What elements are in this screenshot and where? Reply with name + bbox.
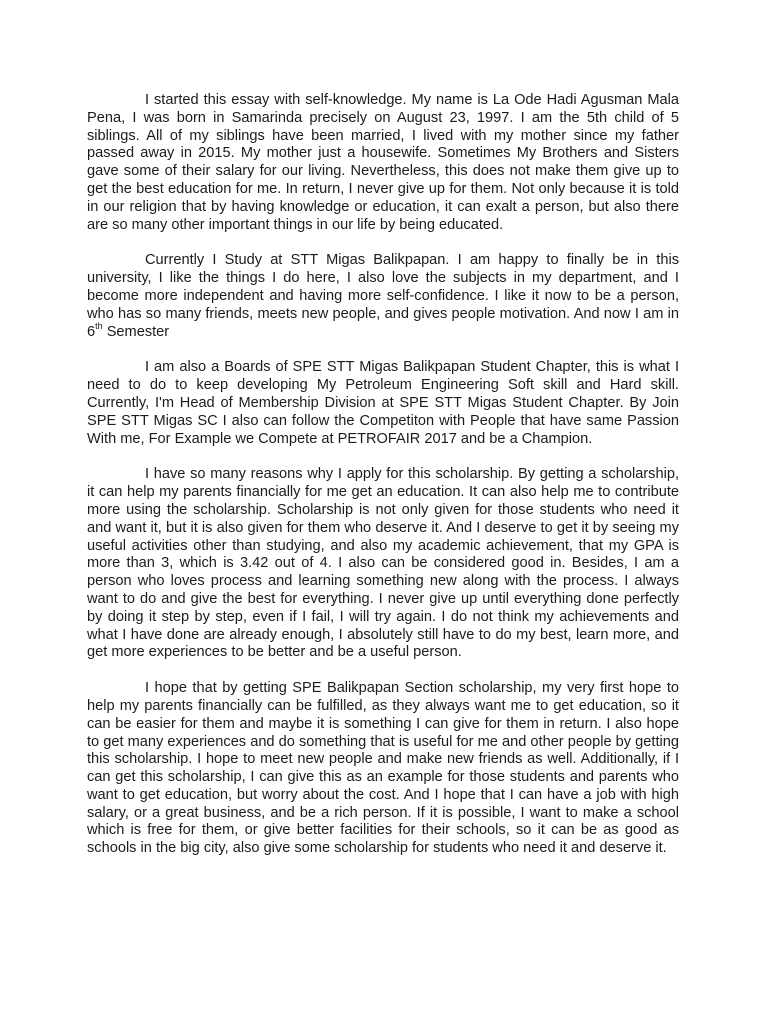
paragraph-student-chapter: I am also a Boards of SPE STT Migas Balikpapan Student Chapter, this is what I need to do to keep developing My Petroleum Engineering Soft skill and Hard skill. Currently, I'm Head of Membership Division at SPE STT Migas Student Chapter. By Join SPE STT Migas SC I also can follow the Competiton with People that have same Passion With me, For Example we Compete at PETROFAIR 2017 and be a Champion. xyxy=(87,359,679,447)
paragraph-current-study xyxy=(87,252,679,341)
paragraph-hopes: I hope that by getting SPE Balikpapan Section scholarship, my very first hope to help my parents financially can be fulfilled, as they always want me to get education, so it can be easier for them and maybe it is something I can give for them in return. I also hope to get many experiences and do something that is useful for me and other people by getting this scholarship. I hope to meet new people and make new friends as well. Additionally, if I can get this scholarship, I can give this as an example for those students and parents who want to get education, but worry about the cost. And I hope that I can have a job with high salary, or a great business, and be a rich person. If it is possible, I want to make a school which is free for them, or give better facilities for their schools, so it can be as good as schools in the big city, also give some scholarship for students who need it and deserve it. xyxy=(87,680,679,857)
paragraph-current-study-text: Currently I Study at STT Migas Balikpapan. I am happy to finally be in this university, I like the things I do here, I also love the subjects in my department, and I become more independent and having more self-confidence. I like it now to be a person, who has so many friends, meets new people, and gives people motivation. And now I am in 6 xyxy=(87,252,679,340)
paragraph-scholarship-reasons: I have so many reasons why I apply for this scholarship. By getting a scholarship, it can help my parents financially for me get an education. It can also help me to contribute more using the scholarship. Scholarship is not only given for those students who need it and want it, but it is also given for them who deserve it. And I deserve to get it by seeing my useful activities other than studying, and also my academic achievement, that my GPA is more than 3, which is 3.42 out of 4. I also can be considered good in. Besides, I am a person who loves process and learning something new along with the process. I always want to do and give the best for everything. I never give up until everything done perfectly by doing it step by step, even if I fail, I will try again. I do not think my achievements and what I have done are already enough, I absolutely still have to do my best, learn more, and get more experiences to be better and be a useful person. xyxy=(87,466,679,661)
paragraph-self-introduction: I started this essay with self-knowledge. My name is La Ode Hadi Agusman Mala Pena, I was born in Samarinda precisely on August 23, 1997. I am the 5th child of 5 siblings. All of my siblings have been married, I lived with my mother since my father passed away in 2015. My mother just a housewife. Sometimes My Brothers and Sisters gave some of their salary for our living. Nevertheless, this does not make them give up to get the best education for me. In return, I never give up for them. Not only because it is told in our religion that by having knowledge or education, it can exalt a person, but also there are so many other important things in our life by being educated. xyxy=(87,92,679,233)
paragraph-current-study-ending: Semester xyxy=(102,323,170,340)
document-page xyxy=(87,92,679,858)
ordinal-superscript: th xyxy=(95,320,103,331)
